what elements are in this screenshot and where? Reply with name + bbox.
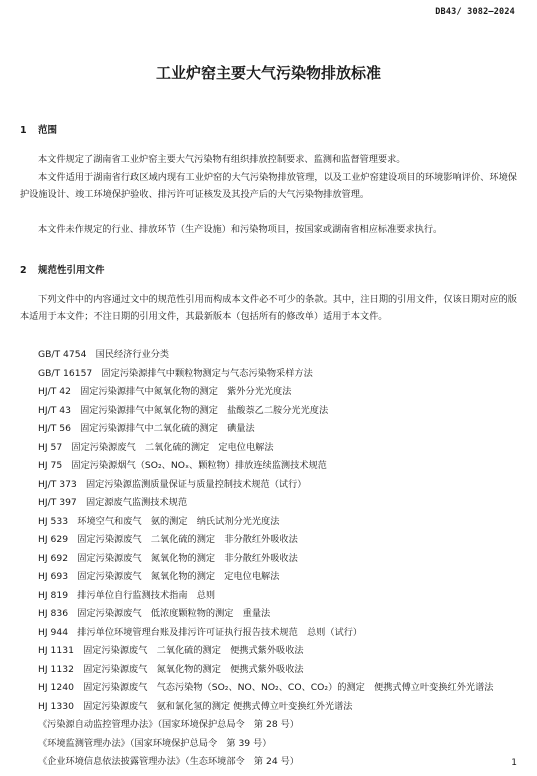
reference-list <box>38 346 518 772</box>
scope-paragraph-1: 本文件规定了湖南省工业炉窑主要大气污染物有组织排放控制要求、监测和监督管理要求。 <box>38 154 406 165</box>
reference-item: HJ 1132 固定污染源废气 氮氧化物的测定 便携式紫外吸收法 <box>38 663 304 675</box>
section-number: 2 <box>20 265 27 276</box>
reference-item: HJ 836 固定污染源废气 低浓度颗粒物的测定 重量法 <box>38 608 271 619</box>
reference-item: HJ 629 固定污染源废气 二氧化硫的测定 非分散红外吸收法 <box>38 534 298 545</box>
reference-item: HJ 75 固定污染源烟气（SO₂、NOₓ、颗粒物）排放连续监测技术规范 <box>38 460 327 471</box>
reference-item: HJ/T 43 固定污染源排气中氮氧化物的测定 盐酸萘乙二胺分光光度法 <box>38 404 329 416</box>
reference-item: 《环境监测管理办法》（国家环境保护总局令 第 39 号） <box>38 737 272 749</box>
reference-item: HJ/T 397 固定源废气监测技术规范 <box>38 497 188 508</box>
reference-item: HJ/T 56 固定污染源排气中二氧化硫的测定 碘量法 <box>38 423 255 434</box>
section-title: 规范性引用文件 <box>38 265 105 276</box>
standard-code: DB43/ 3082—2024 <box>435 7 515 17</box>
references-intro-paragraph: 下列文件中的内容通过文中的规范性引用而构成本文件必不可少的条款。其中，注日期的引用文件，仅该日期对应的版本适用于本文件；不注日期的引用文件，其最新版本（包括所有的修改单）适用于本文件。 <box>20 294 517 322</box>
reference-item: 《企业环境信息依法披露管理办法》（生态环境部令 第 24 号） <box>38 756 299 767</box>
reference-item: HJ 533 环境空气和废气 氨的测定 纳氏试剂分光光度法 <box>38 515 280 527</box>
reference-item: HJ 692 固定污染源废气 氮氧化物的测定 非分散红外吸收法 <box>38 552 298 564</box>
reference-item: HJ 1330 固定污染源废气 氨和氯化氢的测定 便携式傅立叶变换红外光谱法 <box>38 700 353 712</box>
reference-item: HJ 1240 固定污染源废气 气态污染物（SO₂、NO、NO₂、CO、CO₂）的测定 便携式傅立叶变换红外光谱法 <box>38 682 494 693</box>
section-heading-normative-references <box>20 262 105 276</box>
document-title: 工业炉窑主要大气污染物排放标准 <box>155 64 381 82</box>
reference-item: HJ 819 排污单位自行监测技术指南 总则 <box>38 589 216 601</box>
scope-paragraph-2: 本文件适用于湖南省行政区域内现有工业炉窑的大气污染物排放管理，以及工业炉窑建设项目的环境影响评价、环境保护设施设计、竣工环境保护验收、排污许可证核发及其投产后的大气污染物排放管理。 <box>20 172 517 200</box>
reference-item: HJ 1131 固定污染源废气 二氧化硫的测定 便携式紫外吸收法 <box>38 645 304 656</box>
section-number: 1 <box>20 125 27 136</box>
reference-item: HJ/T 42 固定污染源排气中氮氧化物的测定 紫外分光光度法 <box>38 386 292 397</box>
reference-item: GB/T 16157 固定污染源排气中颗粒物测定与气态污染物采样方法 <box>38 367 313 379</box>
scope-paragraph-3: 本文件未作规定的行业、排放环节（生产设施）和污染物项目，按国家或湖南省相应标准要求执行。 <box>38 224 443 235</box>
reference-item: HJ 57 固定污染源废气 二氧化硫的测定 定电位电解法 <box>38 441 274 453</box>
reference-item: HJ 944 排污单位环境管理台账及排污许可证执行报告技术规范 总则（试行） <box>38 626 363 638</box>
reference-item: GB/T 4754 国民经济行业分类 <box>38 349 170 360</box>
reference-item: HJ 693 固定污染源废气 氮氧化物的测定 定电位电解法 <box>38 571 280 582</box>
reference-item: 《污染源自动监控管理办法》（国家环境保护总局令 第 28 号） <box>38 719 299 730</box>
reference-item: HJ/T 373 固定污染源监测质量保证与质量控制技术规范（试行） <box>38 478 307 490</box>
section-title: 范围 <box>38 125 58 136</box>
section-heading-scope <box>20 122 57 136</box>
page-number: 1 <box>511 758 517 768</box>
